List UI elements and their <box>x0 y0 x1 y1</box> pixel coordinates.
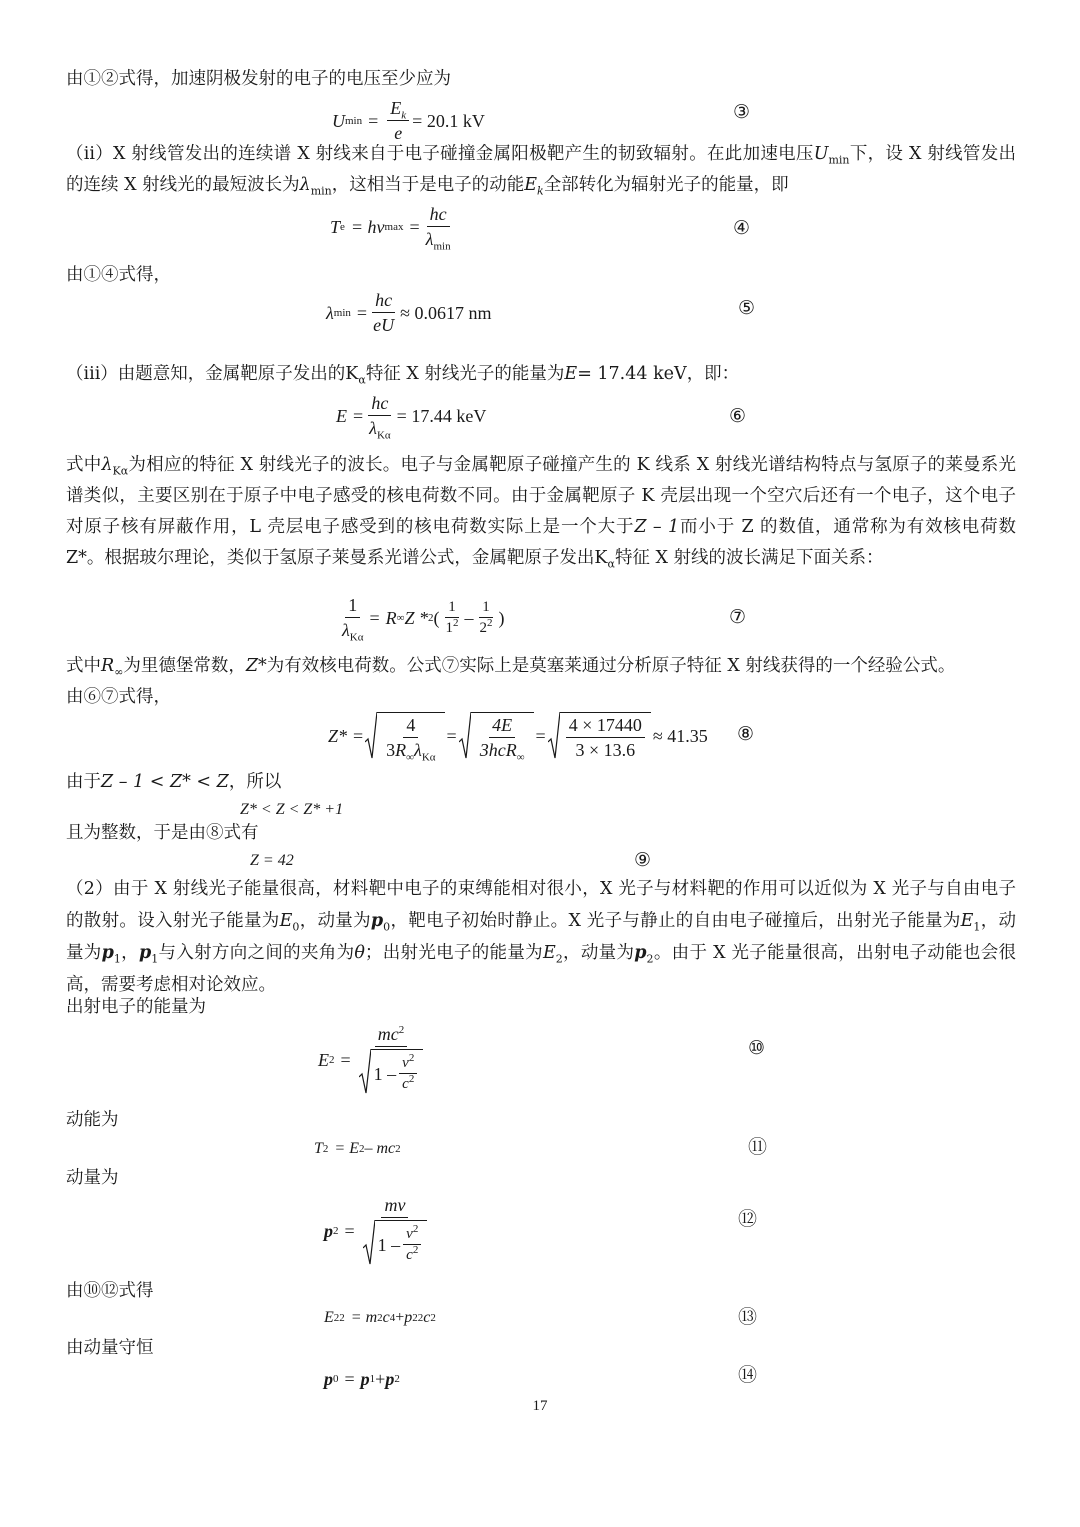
equation: Z = 42 <box>250 852 294 869</box>
paragraph: 由⑩⑫式得 <box>66 1281 154 1301</box>
equation-number: ⑭ <box>738 1364 758 1386</box>
page-number: 17 <box>532 1398 548 1414</box>
equation: p 2 = mv 1 – $\frac{v^2}{c^2}$ <box>324 1195 435 1266</box>
equation: Z* < Z < Z* +1 <box>240 801 344 818</box>
equation: T e = hν max = $\frac{hc}{\lambda_{min}}$ <box>330 204 451 253</box>
equation-number: ③ <box>733 101 751 123</box>
paragraph: 动能为 <box>66 1110 119 1130</box>
equation: Z* = $\frac{4}{3R_\infty\lambda_{K\alpha}}$ = $\frac{4E}{3hcR_\infty}$ = $\frac{4 \times 17440}{3 \times 13.6}$ ≈ 41.35 <box>328 712 708 760</box>
paragraph: （2）由于 X 射线光子能量很高，材料靶中电子的束缚能相对很小，X 光子与材料靶的作用可以近似为 X 光子与自由电子的散射。设入射光子能量为$E_0$，动量为$p_0$，靶电子初始时静止。X 光子与静止的自由电子碰撞后，出射光子能量为$E_1$，动量为$p_1$，$p_1$与入射方向之间的夹角为θ；出射光电子的能量为$E_2$，动量为$p_2$。由于 X 光子能量很高，出射电子动能也会很高，需要考虑相对论效应。 <box>66 879 1017 995</box>
equation-number: ⑦ <box>729 606 747 628</box>
paragraph: 出射电子的能量为 <box>66 997 206 1017</box>
paragraph: 式中$R_\infty$为里德堡常数，Z*为有效核电荷数。公式⑦实际上是莫塞莱通过分析原子特征 X 射线获得的一个经验公式。 <box>66 656 956 679</box>
equation-number: ⑪ <box>748 1136 768 1158</box>
paragraph: 由⑥⑦式得， <box>66 687 171 707</box>
paragraph: 由于Z – 1 < Z* < Z，所以 <box>66 772 282 792</box>
paragraph: 式中$\lambda_{K\alpha}$为相应的特征 X 射线光子的波长。电子与金属靶原子碰撞产生的 K 线系 X 射线光谱结构特点与氢原子的莱曼系光谱类似，主要区别在于原子中电子感受的核电荷数不同。由于金属靶原子 K 壳层出现一个空穴后还有一个电子，这个电子对原子核有屏蔽作用，L 壳层电子感受到的核电荷数实际上是一个大于Z – 1而小于 Z 的数值，通常称为有效核电荷数 Z*。根据玻尔理论，类似于氢原子莱曼系光谱公式，金属靶原子发出$K_\alpha$特征 X 射线的波长满足下面关系： <box>66 455 1017 571</box>
paragraph: 且为整数，于是由⑧式有 <box>66 823 259 843</box>
equation: E = $\frac{hc}{\lambda_{K\alpha}}$ = 17.44 keV <box>336 393 487 442</box>
equation: E 2 = $mc^2$ 1 – $\frac{v^2}{c^2}$ <box>318 1024 431 1095</box>
equation: p 0 = p 1 + p 2 <box>324 1369 400 1389</box>
equation-number: ⑩ <box>748 1037 766 1059</box>
equation-number: ⑥ <box>729 405 747 427</box>
equation: E 2 2 = m 2 c 4 + p 2 2 c 2 <box>324 1309 436 1326</box>
paragraph: 由①④式得， <box>66 265 171 285</box>
paragraph: （iii）由题意知，金属靶原子发出的$K_\alpha$特征 X 射线光子的能量为E= 17.44 keV，即： <box>66 364 740 387</box>
paragraph: 动量为 <box>66 1168 119 1188</box>
equation-number: ⑫ <box>738 1208 758 1230</box>
equation-number: ⑤ <box>738 297 756 319</box>
equation: $\frac{1}{\lambda_{K\alpha}}$ = R ∞ Z * 2 ( $\frac{1}{1^2}$ – $\frac{1}{2^2}$ ) <box>342 595 505 644</box>
equation-number: ⑨ <box>634 849 652 871</box>
equation: U min = $\frac{E_k}{e}$ = 20.1 kV <box>332 98 485 143</box>
equation: T 2 = E 2 – mc 2 <box>314 1140 401 1157</box>
paragraph: 由动量守恒 <box>66 1338 154 1358</box>
paragraph: （ii）X 射线管发出的连续谱 X 射线来自于电子碰撞金属阳极靶产生的韧致辐射。在此加速电压$U_{min}$下，设 X 射线管发出的连续 X 射线光的最短波长为$\lambda_{min}$，这相当于是电子的动能$E_k$全部转化为辐射光子的能量，即 <box>66 144 1017 198</box>
equation-number: ④ <box>733 217 751 239</box>
equation: λ min = $\frac{hc}{eU}$ ≈ 0.0617 nm <box>326 290 492 335</box>
equation-number: ⑧ <box>737 723 755 745</box>
equation-number: ⑬ <box>738 1306 758 1328</box>
paragraph: 由①②式得，加速阴极发射的电子的电压至少应为 <box>66 69 451 89</box>
